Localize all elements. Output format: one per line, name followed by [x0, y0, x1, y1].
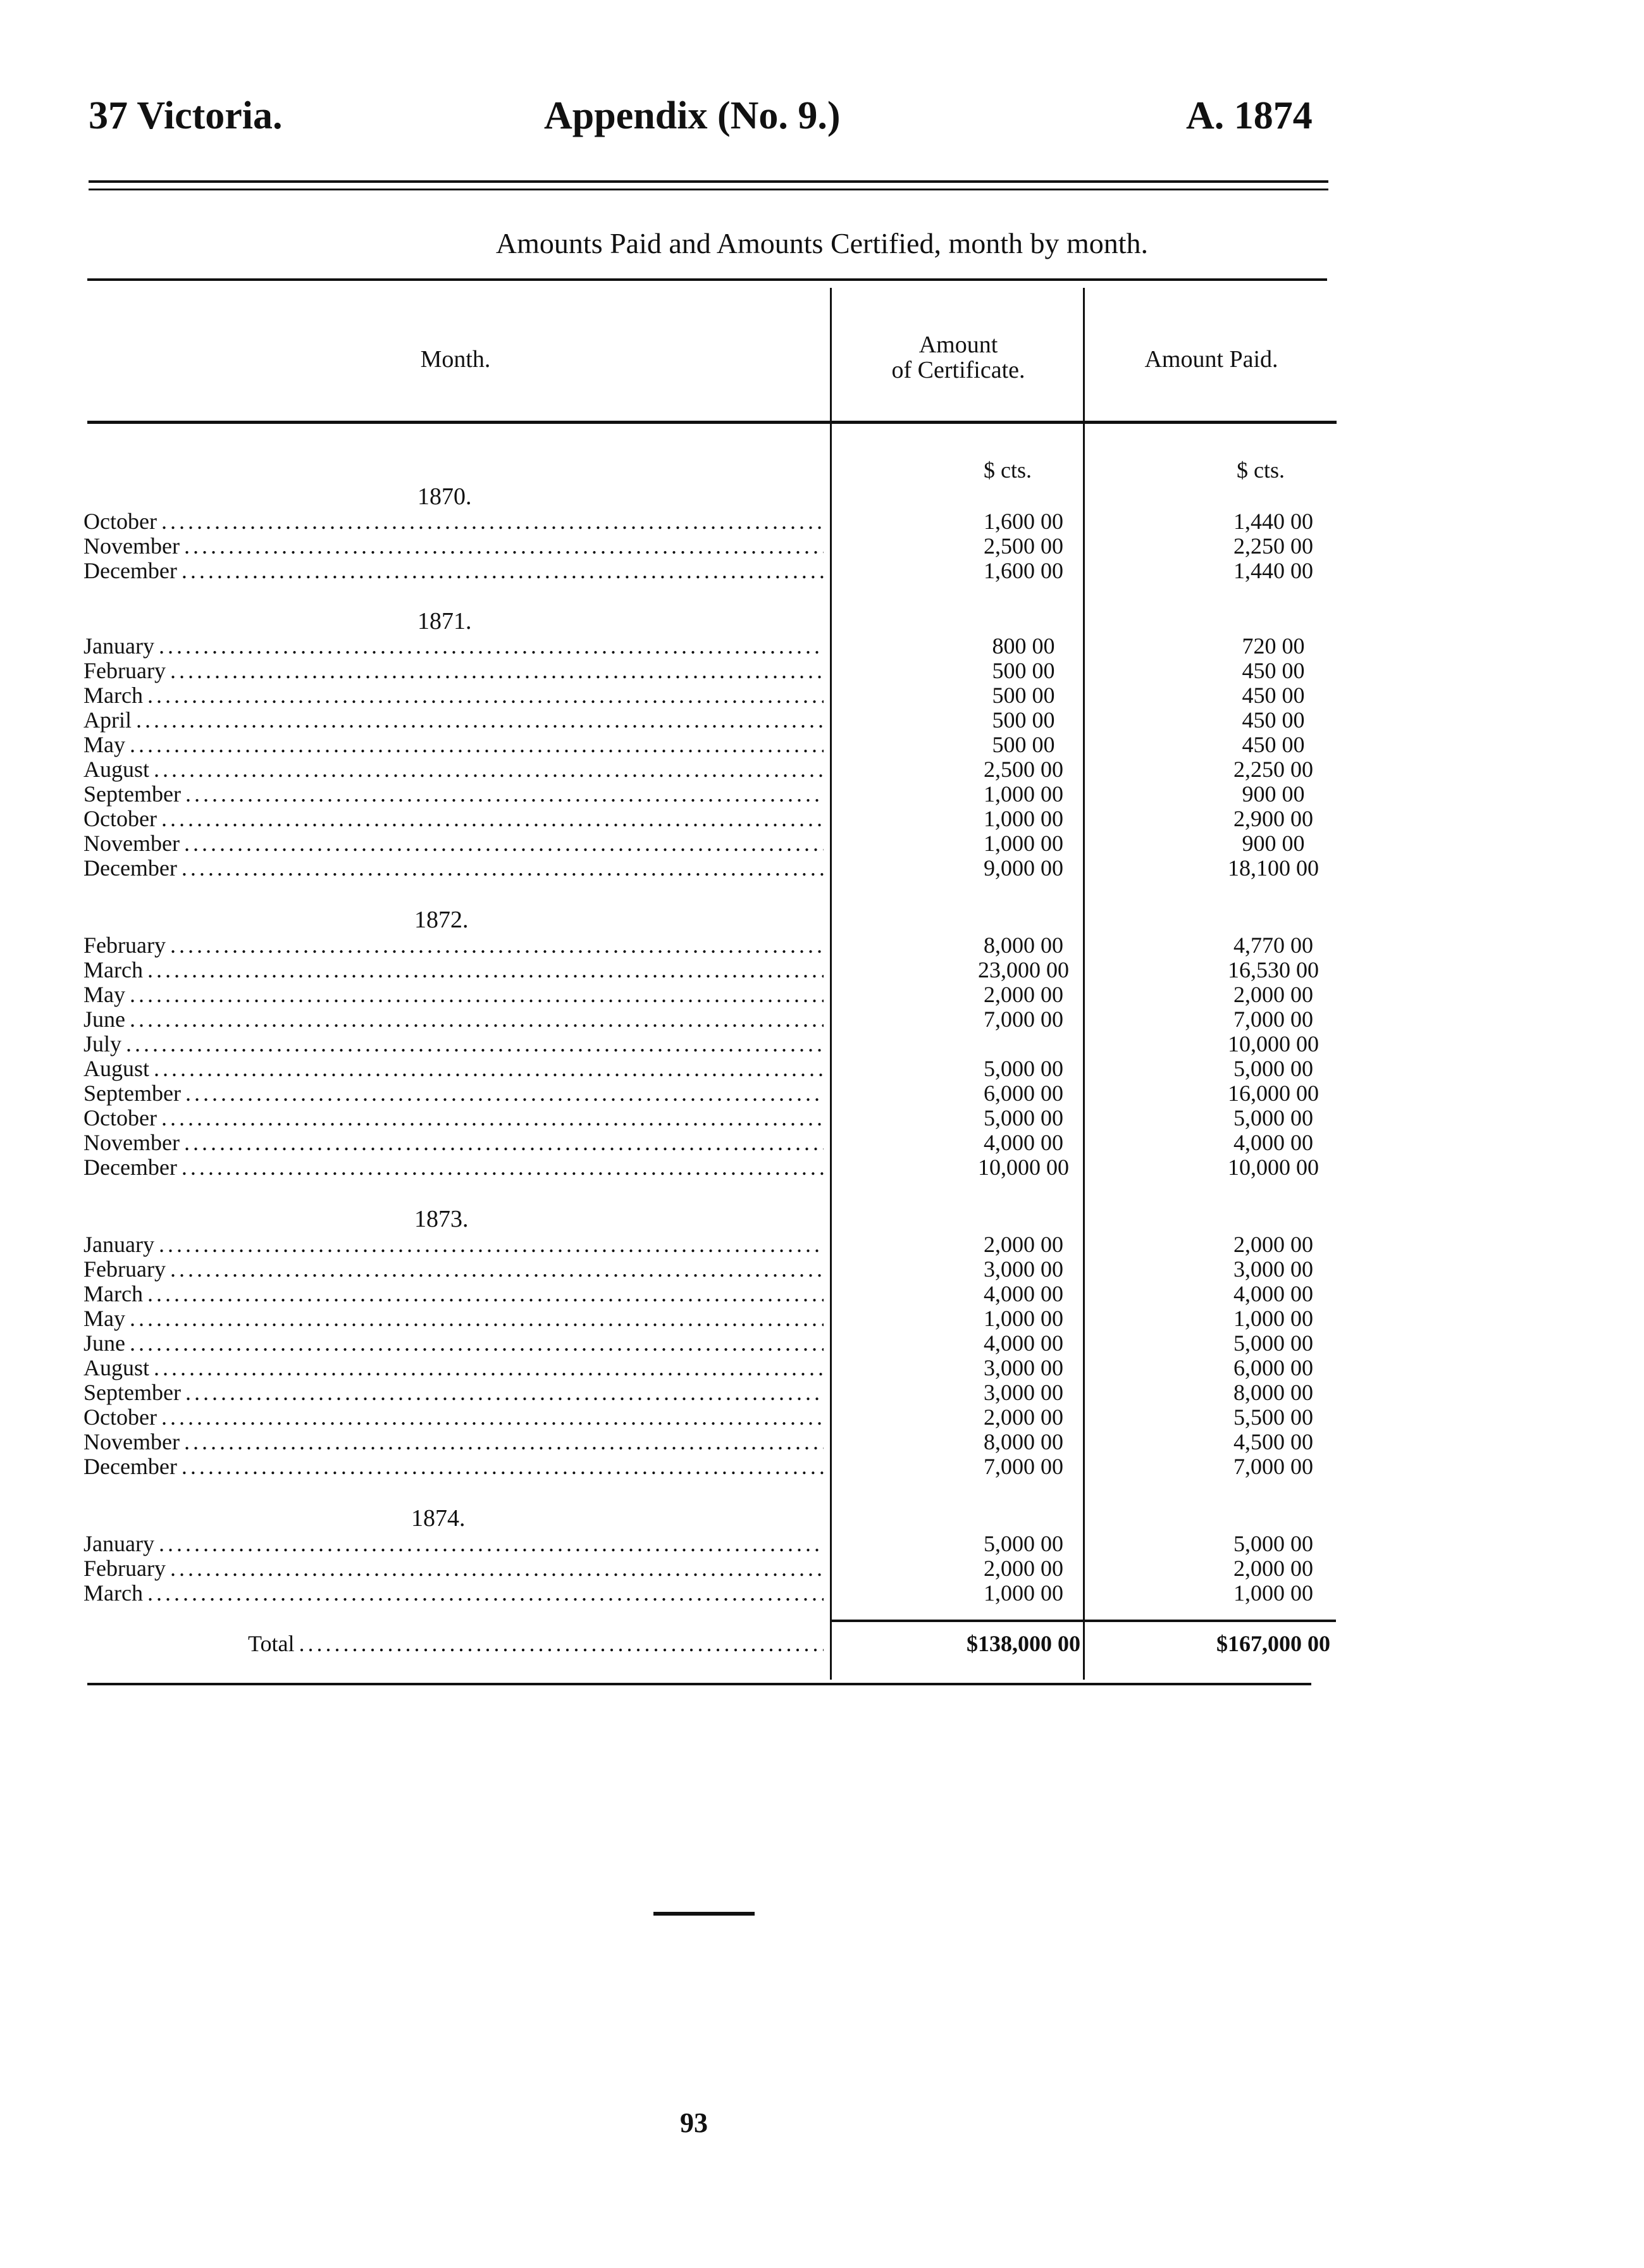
certificate-cell: 1,000 00 — [984, 806, 1063, 831]
header-rule-bottom — [89, 189, 1328, 190]
paid-cell: 5,000 00 — [1233, 1531, 1313, 1556]
month-cell: December . . . — [83, 1454, 824, 1479]
month-cell: October . . . — [83, 1105, 824, 1131]
paid-cell: 4,000 00 — [1233, 1130, 1313, 1155]
certificate-cell: 3,000 00 — [984, 1256, 1063, 1282]
month-cell: February . . . — [83, 933, 824, 958]
month-cell: November . . . — [83, 1429, 824, 1454]
paid-cell: 450 00 — [1242, 658, 1305, 683]
total-certificate: $138,000 00 — [967, 1631, 1080, 1656]
table-header-rule — [87, 421, 1337, 424]
month-cell: November . . . — [83, 1130, 824, 1155]
total-rule — [830, 1620, 1336, 1622]
certificate-cell: 1,600 00 — [984, 509, 1063, 534]
certificate-cell: 4,000 00 — [984, 1330, 1063, 1356]
paid-cell: 1,000 00 — [1233, 1580, 1313, 1606]
certificate-cell: 7,000 00 — [984, 1454, 1063, 1479]
year-heading: 1871. — [417, 608, 472, 635]
paid-unit: $ cts. — [1237, 457, 1285, 483]
month-cell: October . . . — [83, 509, 824, 534]
paid-cell: 2,250 00 — [1233, 533, 1313, 559]
header-appendix: Appendix (No. 9.) — [544, 94, 841, 137]
paid-cell: 2,250 00 — [1233, 757, 1313, 782]
paid-cell: 1,440 00 — [1233, 509, 1313, 534]
paid-cell: 7,000 00 — [1233, 1007, 1313, 1032]
certificate-cell: 1,000 00 — [984, 831, 1063, 856]
month-cell: March . . . — [83, 683, 824, 708]
month-cell: January . . . — [83, 633, 824, 659]
certificate-cell: 2,500 00 — [984, 757, 1063, 782]
month-cell: May . . . — [83, 732, 824, 757]
month-cell: June . . . — [83, 1330, 824, 1356]
certificate-cell: 6,000 00 — [984, 1081, 1063, 1106]
month-cell: April . . . — [83, 707, 824, 733]
month-cell: October . . . — [83, 806, 824, 831]
page-number: 93 — [680, 2107, 708, 2138]
month-cell: November . . . — [83, 831, 824, 856]
certificate-cell: 3,000 00 — [984, 1355, 1063, 1380]
paid-cell: 4,770 00 — [1233, 933, 1313, 958]
certificate-cell: 5,000 00 — [984, 1105, 1063, 1131]
certificate-cell: 1,000 00 — [984, 1306, 1063, 1331]
month-cell: May . . . — [83, 982, 824, 1007]
year-heading: 1872. — [414, 907, 469, 933]
paid-cell: 10,000 00 — [1228, 1031, 1319, 1057]
month-cell: January . . . — [83, 1531, 824, 1556]
month-cell: May . . . — [83, 1306, 824, 1331]
column-heading-certificate-line1: Amount — [918, 332, 998, 358]
month-cell: March . . . — [83, 957, 824, 982]
paid-cell: 1,440 00 — [1233, 558, 1313, 583]
month-cell: September . . . — [83, 781, 824, 807]
certificate-cell: 1,000 00 — [984, 1580, 1063, 1606]
year-heading: 1873. — [414, 1206, 469, 1232]
month-cell: December . . . — [83, 855, 824, 881]
paid-cell: 4,500 00 — [1233, 1429, 1313, 1454]
certificate-cell: 3,000 00 — [984, 1380, 1063, 1405]
certificate-cell: 4,000 00 — [984, 1281, 1063, 1306]
certificate-cell: 2,000 00 — [984, 982, 1063, 1007]
paid-cell: 3,000 00 — [1233, 1256, 1313, 1282]
month-cell: February . . . — [83, 1256, 824, 1282]
month-cell: February . . . — [83, 658, 824, 683]
paid-cell: 16,000 00 — [1228, 1081, 1319, 1106]
paid-cell: 5,000 00 — [1233, 1056, 1313, 1081]
month-cell: February . . . — [83, 1556, 824, 1581]
year-heading: 1870. — [417, 483, 472, 510]
paid-cell: 5,500 00 — [1233, 1404, 1313, 1430]
paid-cell: 450 00 — [1242, 707, 1305, 733]
month-cell: December . . . — [83, 558, 824, 583]
certificate-cell: 8,000 00 — [984, 933, 1063, 958]
paid-cell: 450 00 — [1242, 732, 1305, 757]
table-bottom-rule — [87, 1683, 1311, 1685]
paid-cell: 8,000 00 — [1233, 1380, 1313, 1405]
month-cell: October . . . — [83, 1404, 824, 1430]
header-rule-top — [89, 180, 1328, 183]
paid-cell: 5,000 00 — [1233, 1330, 1313, 1356]
paid-cell: 7,000 00 — [1233, 1454, 1313, 1479]
month-cell: November . . . — [83, 533, 824, 559]
year-heading: 1874. — [411, 1505, 466, 1532]
paid-cell: 2,000 00 — [1233, 1232, 1313, 1257]
paid-cell: 2,900 00 — [1233, 806, 1313, 831]
certificate-cell: 500 00 — [992, 732, 1055, 757]
column-divider-1 — [830, 288, 832, 1680]
certificate-cell: 8,000 00 — [984, 1429, 1063, 1454]
certificate-cell: 4,000 00 — [984, 1130, 1063, 1155]
paid-cell: 18,100 00 — [1228, 855, 1319, 881]
month-cell: September . . . — [83, 1081, 824, 1106]
total-paid: $167,000 00 — [1216, 1631, 1330, 1656]
paid-cell: 900 00 — [1242, 781, 1305, 807]
certificate-cell: 9,000 00 — [984, 855, 1063, 881]
total-label: Total . . . — [83, 1631, 824, 1656]
month-cell: January . . . — [83, 1232, 824, 1257]
paid-cell: 16,530 00 — [1228, 957, 1319, 982]
certificate-cell: 1,000 00 — [984, 781, 1063, 807]
paid-cell: 720 00 — [1242, 633, 1305, 659]
month-cell: August . . . — [83, 757, 824, 782]
paid-cell: 4,000 00 — [1233, 1281, 1313, 1306]
certificate-cell: 7,000 00 — [984, 1007, 1063, 1032]
month-cell: August . . . — [83, 1355, 824, 1380]
paid-cell: 5,000 00 — [1233, 1105, 1313, 1131]
certificate-cell: 500 00 — [992, 683, 1055, 708]
month-cell: August . . . — [83, 1056, 824, 1081]
month-cell: March . . . — [83, 1580, 824, 1606]
column-heading-certificate-line2: of Certificate. — [891, 357, 1025, 383]
certificate-cell: 2,000 00 — [984, 1556, 1063, 1581]
paid-cell: 10,000 00 — [1228, 1155, 1319, 1180]
column-heading-month: Month. — [420, 346, 491, 373]
certificate-cell: 500 00 — [992, 707, 1055, 733]
header-volume: 37 Victoria. — [89, 94, 283, 137]
paid-cell: 900 00 — [1242, 831, 1305, 856]
certificate-cell: 5,000 00 — [984, 1531, 1063, 1556]
paid-cell: 2,000 00 — [1233, 1556, 1313, 1581]
certificate-cell: 5,000 00 — [984, 1056, 1063, 1081]
paid-cell: 1,000 00 — [1233, 1306, 1313, 1331]
paid-cell: 6,000 00 — [1233, 1355, 1313, 1380]
month-cell: December . . . — [83, 1155, 824, 1180]
certificate-cell: 2,000 00 — [984, 1232, 1063, 1257]
month-cell: September . . . — [83, 1380, 824, 1405]
paid-cell: 450 00 — [1242, 683, 1305, 708]
certificate-cell: 23,000 00 — [978, 957, 1069, 982]
certificate-cell: 1,600 00 — [984, 558, 1063, 583]
certificate-cell: 2,000 00 — [984, 1404, 1063, 1430]
table-title: Amounts Paid and Amounts Certified, month by month. — [495, 227, 1149, 259]
separator-rule — [653, 1912, 755, 1916]
month-cell: July . . . — [83, 1031, 824, 1057]
certificate-unit: $ cts. — [984, 457, 1032, 483]
certificate-cell: 10,000 00 — [978, 1155, 1069, 1180]
header-year: A. 1874 — [1186, 94, 1313, 137]
certificate-cell: 800 00 — [992, 633, 1055, 659]
table-top-rule — [87, 278, 1327, 281]
certificate-cell: 500 00 — [992, 658, 1055, 683]
paid-cell: 2,000 00 — [1233, 982, 1313, 1007]
month-cell: March . . . — [83, 1281, 824, 1306]
column-heading-paid: Amount Paid. — [1144, 346, 1278, 373]
certificate-cell: 2,500 00 — [984, 533, 1063, 559]
month-cell: June . . . — [83, 1007, 824, 1032]
